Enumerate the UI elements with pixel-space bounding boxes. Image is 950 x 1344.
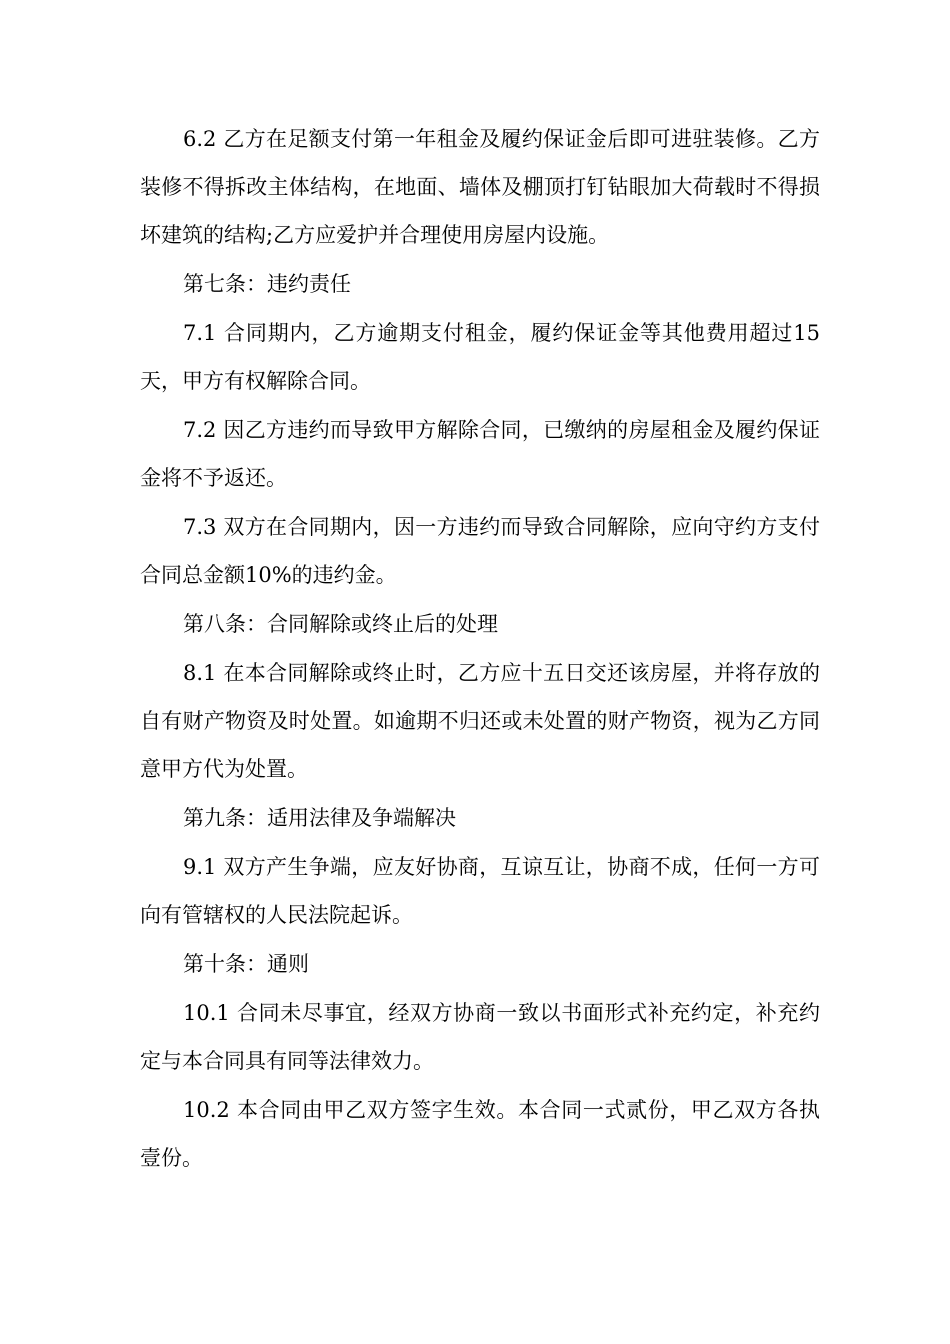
clause-10-1: 10.1 合同未尽事宜，经双方协商一致以书面形式补充约定，补充约定与本合同具有同等法律效力。 — [140, 1001, 820, 1073]
clause-6-2: 6.2 乙方在足额支付第一年租金及履约保证金后即可进驻装修。乙方装修不得拆改主体结构，在地面、墙体及棚顶打钉钻眼加大荷载时不得损坏建筑的结构;乙方应爱护并合理使用房屋内设施。 — [140, 127, 820, 247]
article-10-heading: 第十条：通则 — [183, 952, 309, 976]
clause-7-3: 7.3 双方在合同期内，因一方违约而导致合同解除，应向守约方支付合同总金额10%的违约金。 — [140, 515, 820, 587]
clause-9-1: 9.1 双方产生争端，应友好协商，互谅互让，协商不成，任何一方可向有管辖权的人民法院起诉。 — [140, 855, 820, 927]
clause-10-2: 10.2 本合同由甲乙双方签字生效。本合同一式贰份，甲乙双方各执壹份。 — [140, 1098, 820, 1170]
clause-8-1: 8.1 在本合同解除或终止时，乙方应十五日交还该房屋，并将存放的自有财产物资及时处置。如逾期不归还或未处置的财产物资，视为乙方同意甲方代为处置。 — [140, 661, 820, 781]
clause-7-1: 7.1 合同期内，乙方逾期支付租金，履约保证金等其他费用超过15天，甲方有权解除合同。 — [140, 321, 820, 393]
article-7-heading: 第七条：违约责任 — [183, 272, 351, 296]
article-9-heading: 第九条：适用法律及争端解决 — [183, 806, 456, 830]
clause-7-2: 7.2 因乙方违约而导致甲方解除合同，已缴纳的房屋租金及履约保证金将不予返还。 — [140, 418, 820, 490]
article-8-heading: 第八条：合同解除或终止后的处理 — [183, 612, 498, 636]
document-page — [140, 115, 820, 1183]
